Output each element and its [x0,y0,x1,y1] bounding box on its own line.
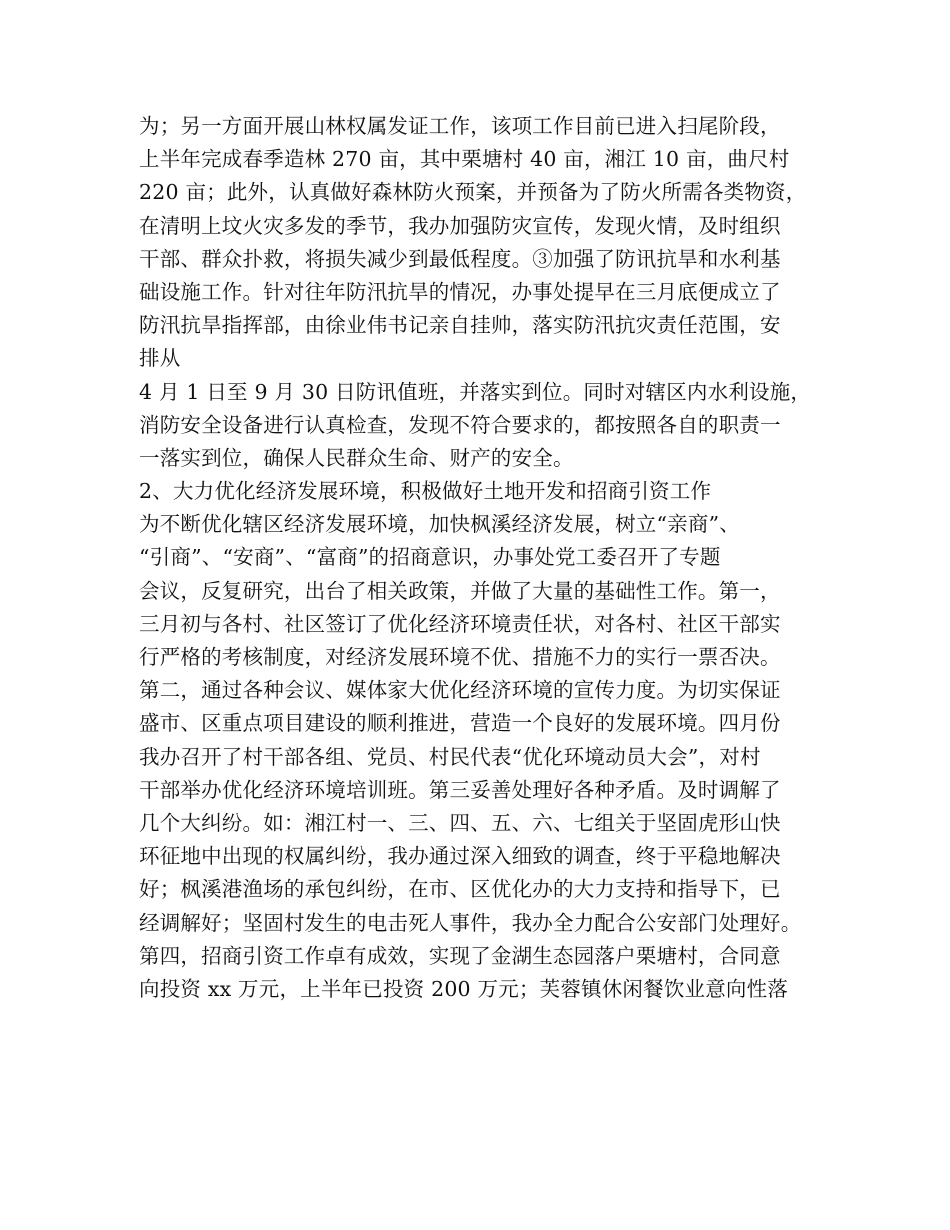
text-line: 行严格的考核制度，对经济发展环境不优、措施不力的实行一票否决。 [139,645,781,669]
text-line: 向投资 xx 万元，上半年已投资 200 万元；芙蓉镇休闲餐饮业意向性落 [139,976,789,1001]
text-line: 一落实到位，确保人民群众生命、财产的安全。 [139,445,574,470]
text-line: “引商”、“安商”、“富商”的招商意识，办事处党工委召开了专题 [139,545,721,570]
text-line: 为不断优化辖区经济发展环境，加快枫溪经济发展，树立“亲商”、 [139,512,740,537]
text-line: 础设施工作。针对往年防汛抗旱的情况，办事处提早在三月底便成立了 [139,279,781,304]
text-line: 环征地中出现的权属纠纷，我办通过深入细致的调查，终于平稳地解决 [139,844,781,869]
text-line: 排从 [139,346,181,371]
text-line: 防汛抗旱指挥部，由徐业伟书记亲自挂帅，落实防汛抗灾责任范围，安 [139,313,781,338]
body-text [139,110,839,1006]
text-line: 干部、群众扑救，将损失减少到最低程度。③加强了防讯抗旱和水利基 [139,246,781,271]
text-line: 好；枫溪港渔场的承包纠纷，在市、区优化办的大力支持和指导下，已 [139,877,781,902]
text-line: 在清明上坟火灾多发的季节，我办加强防灾宣传，发现火情，及时组织 [139,213,781,238]
text-line: 4 月 1 日至 9 月 30 日防讯值班，并落实到位。同时对辖区内水利设施， [139,379,812,404]
text-line: 会议，反复研究，出台了相关政策，并做了大量的基础性工作。第一， [139,578,781,603]
text-line: 为；另一方面开展山林权属发证工作，该项工作目前已进入扫尾阶段， [139,114,781,138]
text-line: 第四，招商引资工作卓有成效，实现了金湖生态园落户栗塘村，合同意 [139,943,781,968]
text-line: 第二，通过各种会议、媒体家大优化经济环境的宣传力度。为切实保证 [139,678,781,703]
text-line: 经调解好；坚固村发生的电击死人事件，我办全力配合公安部门处理好。 [139,910,802,935]
text-line: 我办召开了村干部各组、党员、村民代表“优化环境动员大会”，对村 [139,744,761,769]
text-line: 几个大纠纷。如：湘江村一、三、四、五、六、七组关于坚固虎形山快 [139,810,781,835]
text-line: 上半年完成春季造林 270 亩，其中栗塘村 40 亩，湘江 10 亩，曲尺村 [139,147,790,172]
text-line: 干部举办优化经济环境培训班。第三妥善处理好各种矛盾。及时调解了 [139,777,781,802]
text-line: 消防安全设备进行认真检查，发现不符合要求的，都按照各自的职责一 [139,412,781,437]
section-heading: 2、大力优化经济发展环境，积极做好土地开发和招商引资工作 [139,479,712,504]
text-line: 三月初与各村、社区签订了优化经济环境责任状，对各村、社区干部实 [139,611,781,636]
text-line: 220 亩；此外，认真做好森林防火预案，并预备为了防火所需各类物资， [139,180,807,205]
text-line: 盛市、区重点项目建设的顺利推进，营造一个良好的发展环境。四月份 [139,711,781,736]
